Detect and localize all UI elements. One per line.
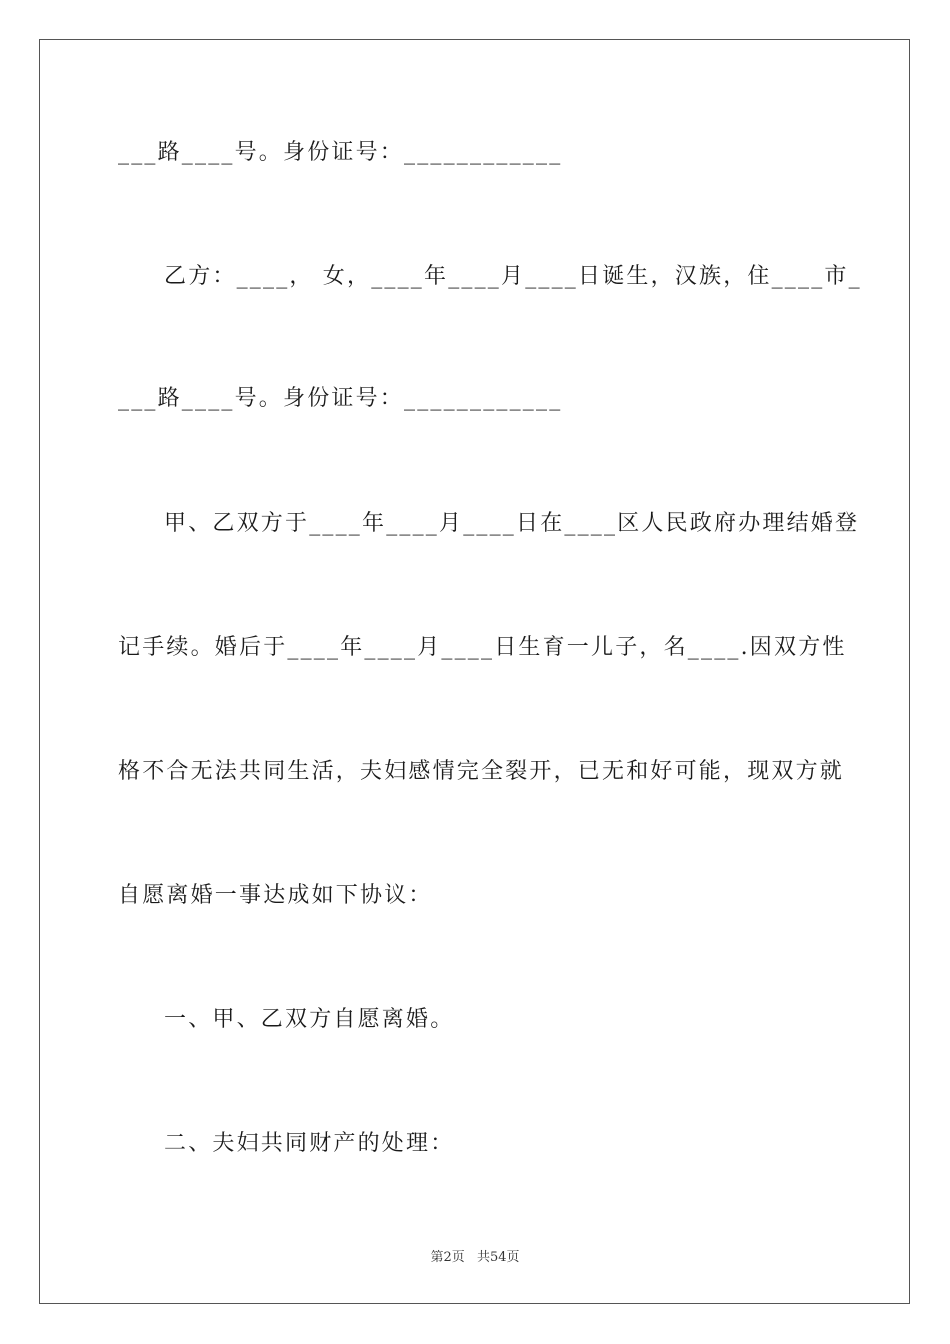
text-line-5: 记手续。婚后于____年____月____日生育一儿子，名____.因双方性 [118, 635, 847, 660]
page-border [39, 39, 910, 1304]
text-line-3: ___路____号。身份证号：____________ [118, 386, 563, 411]
text-line-7: 自愿离婚一事达成如下协议： [118, 883, 433, 908]
page-footer [0, 1246, 950, 1265]
text-line-6: 格不合无法共同生活，夫妇感情完全裂开，已无和好可能，现双方就 [118, 759, 845, 784]
page-number: 第2页 [430, 1250, 465, 1265]
text-line-8: 一、甲、乙双方自愿离婚。 [164, 1007, 455, 1032]
text-line-1: ___路____号。身份证号：____________ [118, 140, 563, 165]
text-line-4: 甲、乙双方于____年____月____日在____区人民政府办理结婚登 [164, 511, 860, 536]
text-line-2: 乙方：____， 女，____年____月____日诞生，汉族，住____市_ [164, 264, 862, 289]
page-total: 共54页 [476, 1250, 520, 1265]
text-line-9: 二、夫妇共同财产的处理： [164, 1131, 455, 1156]
